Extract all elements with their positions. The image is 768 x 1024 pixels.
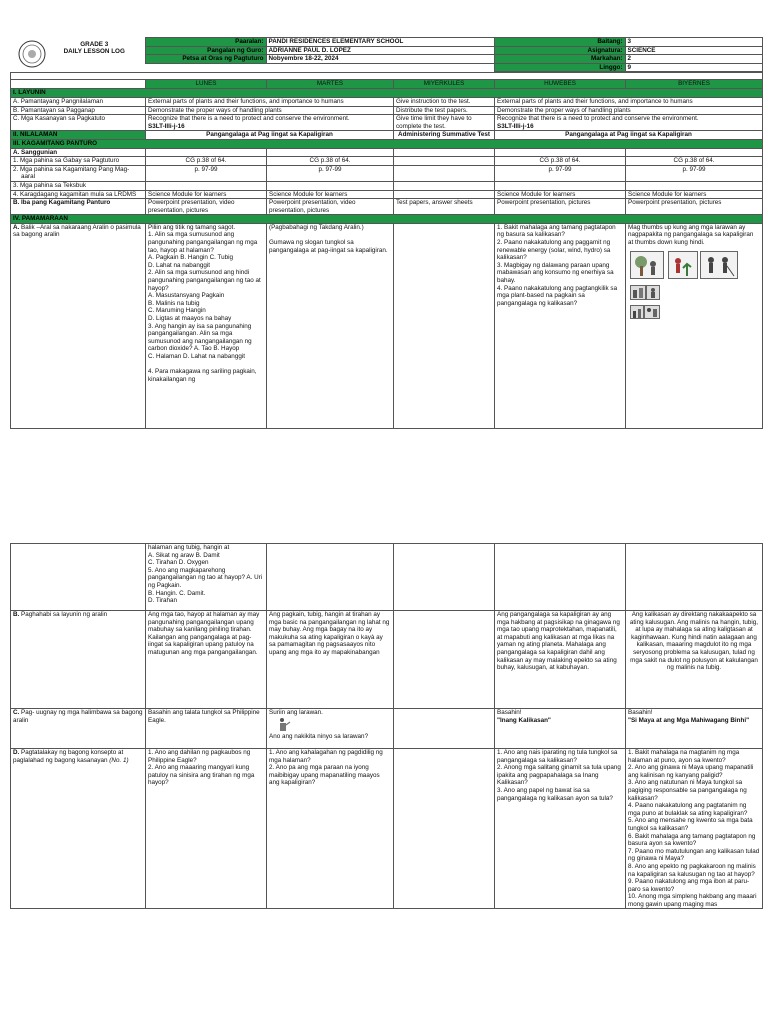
iba-mon: Powerpoint presentation, video presentation, pictures — [146, 199, 267, 215]
balik-aral-tue: (Pagbabahagi ng Takdang Aralin.) Gumawa ng slogan tungkol sa pangangalaga at pag-iingat sa kapaligiran. — [267, 223, 394, 428]
day-header: MARTES — [267, 80, 394, 89]
step-letter: C. — [13, 709, 20, 716]
layunin-b-wed: Distribute the test papers. — [394, 106, 495, 115]
cg-fri: CG p.38 of 64. — [626, 157, 763, 166]
asignatura-label: Asignatura: — [494, 46, 625, 55]
row-label: C. Mga Kasanayan sa Pagkatuto — [11, 115, 146, 131]
nilalaman-mon-tue: Pangangalaga at Pag iingat sa Kapaligiran — [146, 131, 394, 140]
layunin-b-thu-fri: Demonstrate the proper ways of handling plants — [495, 106, 763, 115]
day-header: LUNES — [146, 80, 267, 89]
step-letter: D. — [13, 749, 20, 756]
lm-thu: p. 97-99 — [495, 165, 626, 181]
lrdms-mon: Science Module for learners — [146, 190, 267, 199]
lesson-log-page-2 — [10, 543, 762, 909]
asignatura-value: SCIENCE — [625, 46, 762, 55]
lm-tue: p. 97-99 — [267, 165, 394, 181]
lesson-log-page-1 — [10, 37, 762, 429]
guro-value: ADRIANNE PAUL D. LOPEZ — [266, 46, 494, 55]
markahan-value: 2 — [625, 55, 762, 64]
row-label: 2. Mga pahina sa Kagamitang Pang Mag-aaral — [11, 165, 146, 181]
section-pamamaraan: IV. PAMAMARAAN — [11, 215, 763, 224]
layunin-b-mon-tue: Demonstrate the proper ways of handling plants — [146, 106, 394, 115]
row-label: B. Iba pang Kagamitang Panturo — [11, 199, 146, 215]
lesson-table — [10, 72, 763, 429]
paghahabi-tue: Ang pagkain, tubig, hangin at tirahan ay mga basic na pangangailangan ng lahat ng may buhay. Ang mga bagay na ito ay makukuha sa ating kapaligiran o kayà ay sa pamamagitan ng pagsasaayos nito upang ang mga ito ay mapakinabangan — [267, 611, 394, 709]
watering-can-picture — [277, 717, 291, 733]
row-label: A. Pamantayang Pangnilalaman — [11, 97, 146, 106]
row-label: Pag- uugnay ng mga halimbawa sa bagong aralin — [13, 709, 143, 724]
log-title: DAILY LESSON LOG — [63, 48, 125, 56]
row-label: Paghahabi sa layunin ng aralin — [19, 611, 108, 618]
linggo-label: Linggo: — [494, 63, 625, 72]
layunin-a-wed: Give instruction to the test. — [394, 97, 495, 106]
layunin-c-wed: Give time limit they have to complete the test. — [394, 115, 495, 131]
competency-code: S3LT-IIIi-j-16 — [497, 122, 534, 130]
section-nilalaman: II. NILALAMAN — [11, 131, 146, 140]
row-label-note: (No. 1) — [109, 756, 129, 764]
cleaning-picture — [700, 251, 738, 279]
balik-aral-mon: Piliin ang titik ng tamang sagot. 1. Alin sa mga sumusunod ang pangunahing pangangailangan ng mga tao, hayop at halaman? A. Pagkain B. Hangin C. Tubig D. Lahat na nabanggit 2. Alin sa mga sumusunod ang hindi pangunahing pangangailangan ng tao at hayop? A. Masustansyang Pagkain B. Malinis na tubig C. Maruming Hangin D. Ligtas at maayos na bahay 3. Ang hangin ay isa sa pangunahing pangangailangan. Alin sa mga sumusunod ang nangangailangan ng carbon dioxide? A. Tao B. Hayop C. Halaman D. Lahat na nabanggit 4. Para makagawa ng sariling pagkain, kinakailangan ng — [146, 223, 267, 428]
lrdms-fri: Science Module for learners — [626, 190, 763, 199]
pagtatalakay-mon: 1. Ano ang dahilan ng pagkaubos ng Philippine Eagle? 2. Ano ang maaaring mangyari kung patuloy na sinisira ang tirahan ng mga hayop? — [146, 749, 267, 909]
section-layunin: I. LAYUNIN — [11, 89, 763, 98]
grade-label: GRADE 3 — [80, 40, 109, 48]
poem-title: "Inang Kalikasan" — [497, 716, 551, 724]
smoke-picture — [630, 305, 644, 319]
baitang-label: Baitang: — [494, 38, 625, 47]
pagtatalakay-fri: 1. Bakit mahalaga na magtanim ng mga halaman at puno, ayon sa kwento? 2. Ano ang ginawa ni Maya upang mapanatili ang kalinisan ng kanyang paligid? 3. Ano ang natutunan ni Maya tungkol sa pagiging responsable sa pangangalaga ng kalikasan? 4. Paano nakakatulong ang pagtatanim ng mga puno at bulaklak sa ating kapaligiran? 5. Ano ang mensahe ng kwento sa mga bata tungkol sa kalikasan? 6. Bakit mahalaga ang tamang pagtatapon ng basura ayon sa kwento? 7. Paano mo matutulungan ang kalikasan tulad ng ginawa ni Maya? 8. Ano ang epekto ng pagkakaroon ng malinis na kapaligiran sa kalusugan ng tao at hayop? 9. Paano nakatulong ang mga ibon at paru-paro sa kwento? 10. Anong mga simpleng hakbang ang maaari mong gawin upang maging mas — [626, 749, 763, 909]
day-header: MIYERKULES — [394, 80, 495, 89]
row-label: B. Pamantayan sa Pagganap — [11, 106, 146, 115]
baitang-value: 3 — [625, 38, 762, 47]
row-label: Pagtatalakay ng bagong konsepto at paglalahad ng bagong kasanayan — [13, 749, 124, 764]
day-header: BIYERNES — [626, 80, 763, 89]
pag-uugnay-tue-question: Ano ang nakikita ninyo sa larawan? — [269, 732, 369, 740]
pagtatalakay-thu: 1. Ano ang nais iparating ng tula tungkol sa pangangalaga sa kalikasan? 2. Anong mga salitang ginamit sa tula upang ipakita ang pagpapahalaga sa Inang Kalikasan? 3. Ano ang papel ng bawat isa sa pangangalaga ng kalikasan ayon sa tula? — [495, 749, 626, 909]
paaralan-label: Paaralan: — [145, 38, 266, 47]
nilalaman-thu-fri: Pangangalaga at Pag iingat sa Kapaligiran — [495, 131, 763, 140]
row-label: 1. Mga pahina sa Gabay sa Pagtuturo — [11, 157, 146, 166]
day-header: HUWEBES — [495, 80, 626, 89]
petsa-label: Petsa at Oras ng Pagtuturo — [145, 55, 266, 64]
step-letter: B. — [13, 611, 20, 618]
story-title: "Si Maya at ang Mga Mahiwagang Binhi" — [628, 716, 750, 724]
lm-mon: p. 97-99 — [146, 165, 267, 181]
balik-aral-mon-cont: halaman ang tubig, hangin at A. Sikat ng araw B. Damit C. Tirahan D. Oxygen 5. Ano ang magkaparehong pangangailangan ng tao at hayop? A. Uri ng Pagkain. B. Hangin. C. Damit. D. Tirahan — [146, 544, 267, 611]
pag-uugnay-thu: Basahin! — [497, 709, 522, 716]
row-label: A. Sanggunian — [11, 148, 146, 157]
watering-picture — [646, 285, 660, 300]
pagtatalakay-tue: 1. Ano ang kahalagahan ng pagdidilig ng mga halaman? 2. Ano pa ang mga paraan na iyong maibibigay upang mapanatiling maayos ang kapaligiran? — [267, 749, 394, 909]
markahan-label: Markahan: — [494, 55, 625, 64]
iba-thu: Powerpoint presentation, pictures — [495, 199, 626, 215]
cg-mon: CG p.38 of 64. — [146, 157, 267, 166]
littering-picture — [644, 305, 660, 319]
lm-fri: p. 97-99 — [626, 165, 763, 181]
lesson-table-continued — [10, 543, 763, 909]
paghahabi-fri: Ang kalikasan ay direktang nakakaapekto sa ating kalusugan. Ang malinis na hangin, tubig, at lupa ay mahalaga sa ating kaligtasan at kaginhawaan. Kung hindi natin aalagaan ang kalikasan, maaaring magdulot ito ng mga seryosong problema sa kalusugan, tulad ng mga sakit na dulot ng polusyon at kakulangan ng malinis na tubig. — [626, 611, 763, 709]
planting-picture — [668, 251, 698, 279]
paaralan-value: PANDI RESIDENCES ELEMENTARY SCHOOL — [266, 38, 494, 47]
pag-uugnay-tue: Suriin ang larawan. — [269, 709, 323, 716]
deped-seal-icon — [18, 40, 46, 68]
pag-uugnay-mon: Basahin ang talata tungkol sa Philippine Eagle. — [146, 709, 267, 749]
recycling-picture — [630, 285, 646, 300]
competency-code: S3LT-IIIi-j-16 — [148, 122, 185, 130]
row-label: 4. Karagdagang kagamitan mula sa LRDMS — [11, 190, 146, 199]
linggo-value: 9 — [625, 63, 762, 72]
lrdms-tue: Science Module for learners — [267, 190, 394, 199]
paghahabi-mon: Ang mga tao, hayop at halaman ay may pangunahing pangangailangan upang mabuhay sa kanilang piniling tirahan. Kailangan ang pangangalaga at pag-iingat sa kapaligiran upang patuloy na matugunan ang mga pangangailangan. — [146, 611, 267, 709]
pag-uugnay-fri: Basahin! — [628, 709, 653, 716]
iba-tue: Powerpoint presentation, video presentation, pictures — [267, 199, 394, 215]
balik-aral-fri: Mag thumbs up kung ang mga larawan ay nagpapakita ng pangangalaga sa kapaligiran at thumbs down kung hindi. — [628, 223, 754, 247]
petsa-value: Nobyembre 18-22, 2024 — [266, 55, 494, 64]
section-kagamitan: III. KAGAMITANG PANTURO — [11, 139, 763, 148]
balik-aral-thu: 1. Bakit mahalaga ang tamang pagtatapon ng basura sa kalikasan? 2. Paano nakakatulong ang paggamit ng renewable energy (solar, wind, hydro) sa kalikasan? 3. Magbigay ng dalawang paraan upang mabawasan ang konsumo ng enerhiya sa bahay. 4. Paano nakakatulong ang pagtangkilik sa mga plant-based na pagkain sa pangangalaga ng kalikasan? — [495, 223, 626, 428]
cg-thu: CG p.38 of 64. — [495, 157, 626, 166]
layunin-a-mon-tue: External parts of plants and their functions, and importance to humans — [146, 97, 394, 106]
paghahabi-thu: Ang pangangalaga sa kapaligiran ay ang mga hakbang at pagsisikap na ginagawa ng mga tao upang maprotektahan, mapanatili, at mapabuti ang kalikasan at mga likas na yaman ng ating planeta. Mahalaga ang pangangalaga sa kapaligiran dahil ang kalikasan ay may malaking epekto sa ating buhay, kalusugan, at kabuhayan. — [495, 611, 626, 709]
cg-tue: CG p.38 of 64. — [267, 157, 394, 166]
layunin-c-text: Recognize that there is a need to protect and conserve the environment. — [497, 115, 699, 123]
iba-fri: Powerpoint presentation, pictures — [626, 199, 763, 215]
step-letter: A. — [13, 223, 20, 231]
row-label: 3. Mga pahina sa Teksbuk — [11, 181, 146, 190]
environment-pictures — [628, 247, 760, 319]
layunin-a-thu-fri: External parts of plants and their functions, and importance to humans — [495, 97, 763, 106]
header-table — [10, 37, 763, 72]
row-label: Balik –Aral sa nakaraang Aralin o pasimula sa bagong aralin — [13, 223, 141, 239]
lrdms-thu: Science Module for learners — [495, 190, 626, 199]
iba-wed: Test papers, answer sheets — [394, 199, 495, 215]
tree-cutting-picture — [630, 251, 664, 279]
day-header-row — [11, 80, 763, 89]
guro-label: Pangalan ng Guro: — [145, 46, 266, 55]
nilalaman-wed: Administering Summative Test — [394, 131, 495, 140]
layunin-c-text: Recognize that there is a need to protect and conserve the environment. — [148, 115, 350, 123]
